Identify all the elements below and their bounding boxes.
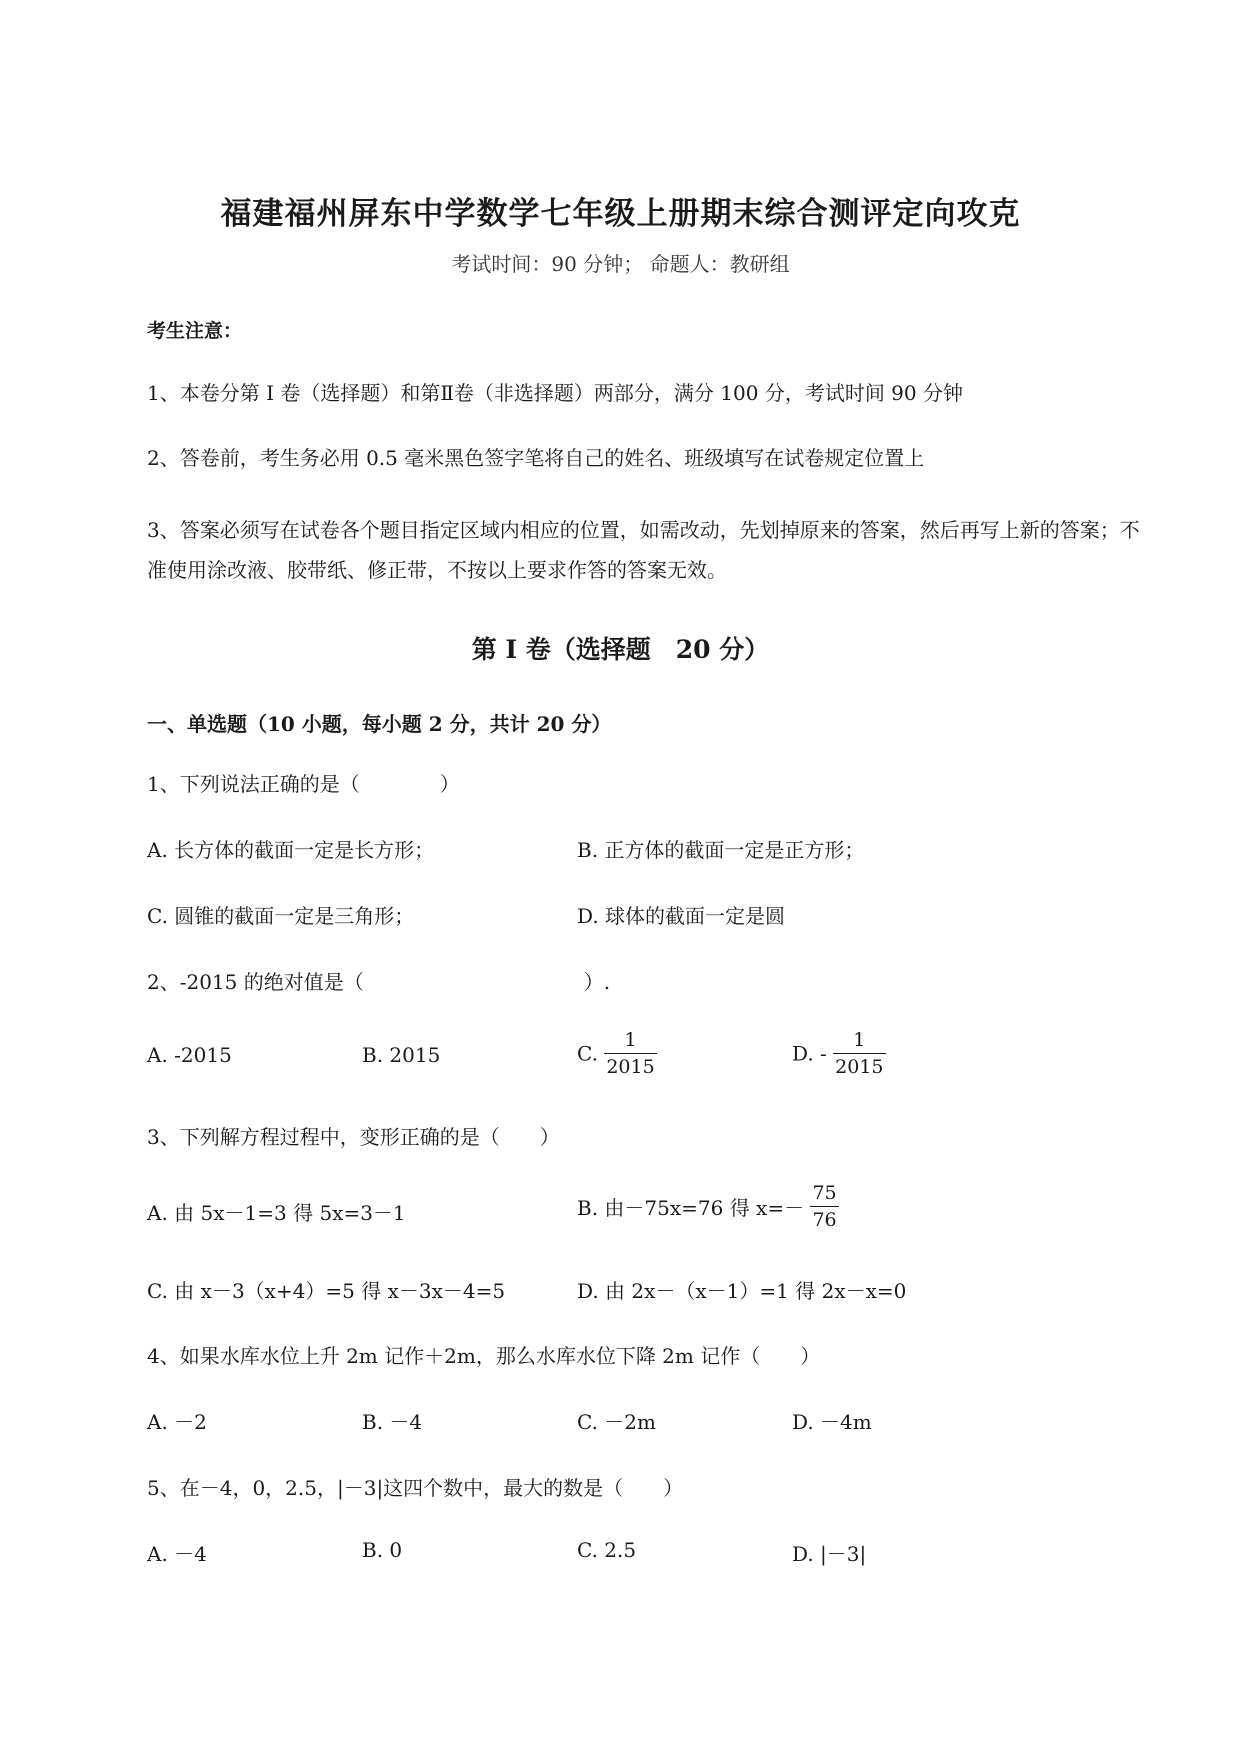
fraction-denominator: 2015 bbox=[833, 1053, 885, 1079]
fraction-numerator: 1 bbox=[624, 1029, 637, 1051]
fraction-c bbox=[604, 1028, 656, 1079]
notice-item-2: 2、答卷前，考生务必用 0.5 毫米黑色签字笔将自己的姓名、班级填写在试卷规定位置上 bbox=[147, 446, 925, 470]
question-1-stem: 1、下列说法正确的是（ ） bbox=[147, 772, 460, 796]
section-title: 第 I 卷（选择题 20 分） bbox=[471, 635, 770, 664]
exam-title: 福建福州屏东中学数学七年级上册期末综合测评定向攻克 bbox=[220, 196, 1021, 232]
question-2-option-a: A. -2015 bbox=[147, 1043, 232, 1067]
notice-item-1: 1、本卷分第 I 卷（选择题）和第Ⅱ卷（非选择题）两部分，满分 100 分，考试时间 90 分钟 bbox=[147, 381, 963, 405]
question-2-option-c bbox=[577, 1028, 657, 1079]
question-4-option-a: A. －2 bbox=[147, 1410, 207, 1434]
question-4-option-b: B. －4 bbox=[362, 1410, 423, 1434]
option-b-text: B. 由－75x=76 得 x=－ bbox=[577, 1196, 805, 1220]
fraction-b bbox=[810, 1181, 838, 1232]
question-3-stem: 3、下列解方程过程中，变形正确的是（ ） bbox=[147, 1125, 560, 1149]
fraction-denominator: 76 bbox=[810, 1206, 838, 1232]
question-5-option-c: C. 2.5 bbox=[577, 1538, 637, 1562]
fraction-denominator: 2015 bbox=[604, 1053, 656, 1079]
notice-item-3: 3、答案必须写在试卷各个题目指定区域内相应的位置，如需改动，先划掉原来的答案，然后再写上新的答案；不准使用涂改液、胶带纸、修正带，不按以上要求作答的答案无效。 bbox=[147, 518, 1140, 582]
fraction-numerator: 1 bbox=[853, 1029, 866, 1051]
question-1-option-d: D. 球体的截面一定是圆 bbox=[577, 904, 786, 928]
question-2-option-b: B. 2015 bbox=[362, 1043, 441, 1067]
question-3-option-c: C. 由 x－3（x+4）=5 得 x－3x－4=5 bbox=[147, 1279, 506, 1303]
fraction-numerator: 75 bbox=[812, 1182, 837, 1204]
question-4-option-c: C. －2m bbox=[577, 1410, 656, 1434]
question-3-option-b bbox=[577, 1181, 839, 1232]
part-heading: 一、单选题（10 小题，每小题 2 分，共计 20 分） bbox=[147, 712, 612, 736]
question-5-option-d: D. |－3| bbox=[792, 1542, 867, 1566]
question-2-stem: 2、-2015 的绝对值是（ ）. bbox=[147, 970, 611, 994]
option-c-letter: C. bbox=[577, 1041, 598, 1066]
question-4-option-d: D. －4m bbox=[792, 1410, 872, 1434]
question-2-option-d bbox=[792, 1028, 886, 1079]
question-1-option-a: A. 长方体的截面一定是长方形； bbox=[147, 838, 435, 862]
question-4-stem: 4、如果水库水位上升 2m 记作＋2m，那么水库水位下降 2m 记作（ ） bbox=[147, 1344, 821, 1368]
question-5-option-a: A. －4 bbox=[147, 1542, 207, 1566]
question-3-option-a: A. 由 5x－1=3 得 5x=3－1 bbox=[147, 1201, 406, 1225]
exam-subtitle: 考试时间：90 分钟； 命题人：教研组 bbox=[451, 252, 790, 276]
option-d-letter: D. - bbox=[792, 1041, 827, 1066]
question-1-option-c: C. 圆锥的截面一定是三角形； bbox=[147, 904, 415, 928]
question-1-option-b: B. 正方体的截面一定是正方形； bbox=[577, 838, 865, 862]
question-5-option-b: B. 0 bbox=[362, 1538, 403, 1562]
question-3-option-d: D. 由 2x－（x－1）=1 得 2x－x=0 bbox=[577, 1279, 907, 1303]
notice-heading: 考生注意： bbox=[147, 320, 243, 342]
fraction-d bbox=[833, 1028, 885, 1079]
question-5-stem: 5、在－4，0，2.5，|－3|这四个数中，最大的数是（ ） bbox=[147, 1476, 684, 1500]
